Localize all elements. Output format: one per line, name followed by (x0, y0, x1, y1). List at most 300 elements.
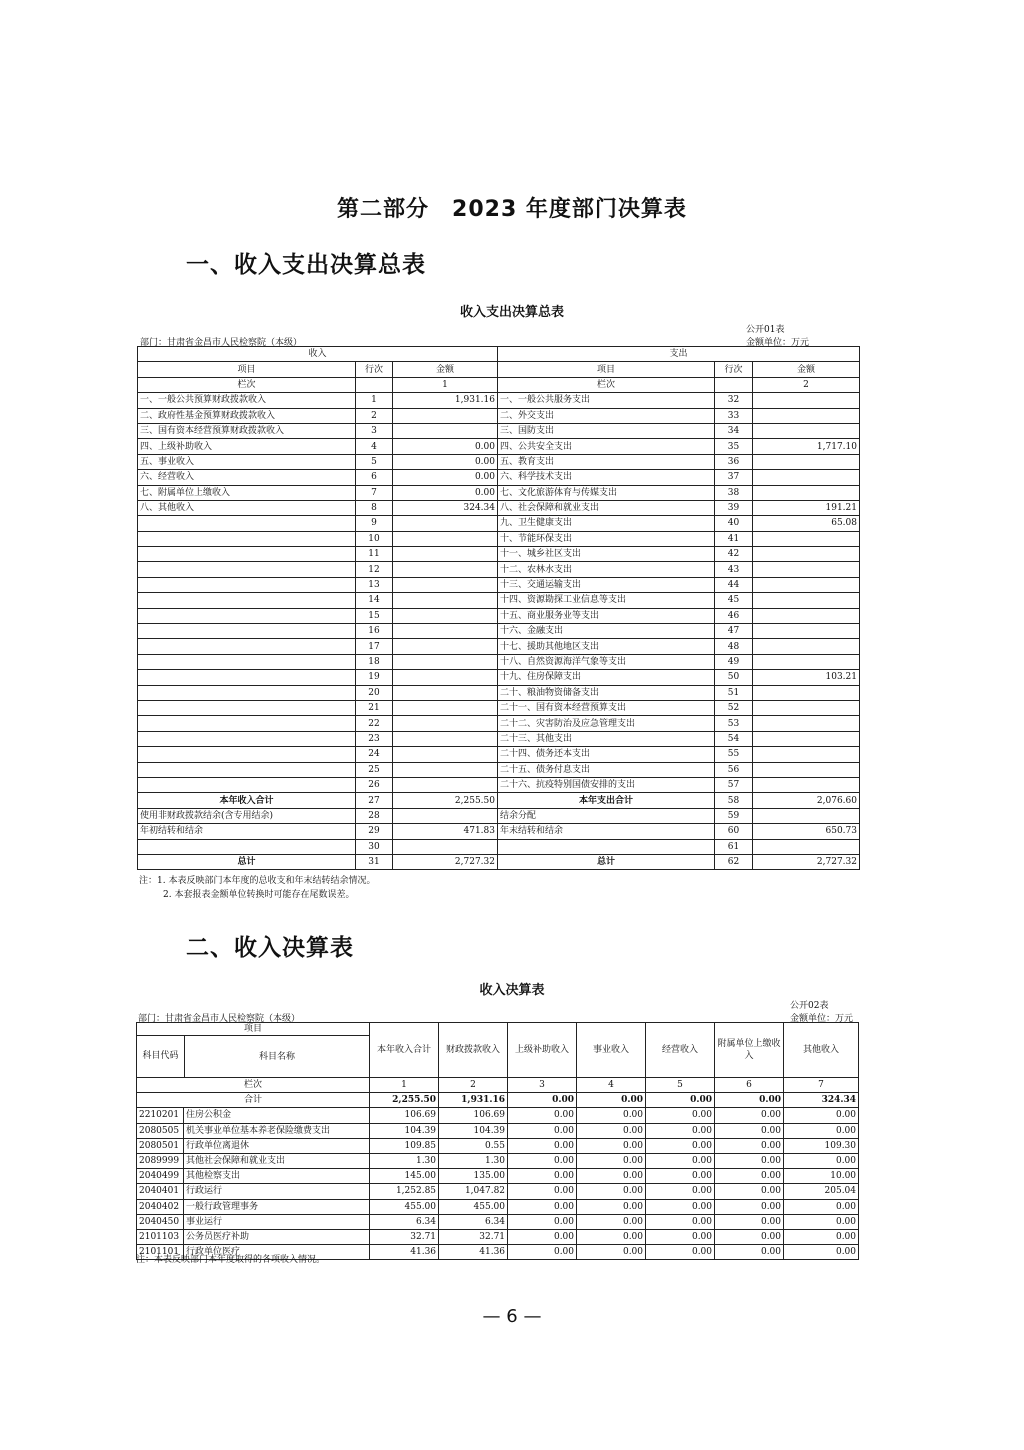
expense-item-label: 二十五、债务付息支出 (498, 762, 715, 777)
income-item-label: 八、其他收入 (138, 500, 356, 515)
expense-amount (753, 562, 860, 577)
expense-item-label: 十五、商业服务业等支出 (498, 608, 715, 623)
subject-code: 2040401 (137, 1184, 184, 1199)
amount-cell: 455.00 (370, 1199, 439, 1214)
table-row (138, 423, 860, 438)
expense-row-no: 47 (715, 624, 753, 639)
expense-row-no: 39 (715, 500, 753, 515)
income-item-label: 三、国有资本经营预算财政拨款收入 (138, 423, 356, 438)
income-amount (393, 762, 498, 777)
income-rowno-header: 行次 (356, 362, 393, 377)
table2-item-header-cell (137, 1023, 370, 1078)
table1-note1: 注：1. 本表反映部门本年度的总收支和年末结转结余情况。 (139, 876, 376, 886)
expense-row-no: 55 (715, 747, 753, 762)
amount-cell: 0.00 (715, 1184, 784, 1199)
amount-cell: 0.00 (577, 1153, 646, 1168)
subject-code: 2101101 (137, 1245, 184, 1260)
subject-name: 行政运行 (184, 1184, 370, 1199)
expense-amount (753, 777, 860, 792)
expense-amount (753, 700, 860, 715)
amount-cell: 106.69 (370, 1108, 439, 1123)
amount-cell: 0.00 (646, 1184, 715, 1199)
expense-item-label: 二十、粮油物资储备支出 (498, 685, 715, 700)
table-row (138, 639, 860, 654)
expense-amount (753, 454, 860, 469)
income-row-no: 19 (356, 670, 393, 685)
expense-item-label: 二十六、抗疫特别国债安排的支出 (498, 777, 715, 792)
income-row-no: 5 (356, 454, 393, 469)
part-title: 第二部分 2023 年度部门决算表 (337, 197, 687, 222)
table-row (138, 516, 860, 531)
amount-cell: 0.00 (508, 1245, 577, 1260)
amount-cell: 0.00 (646, 1153, 715, 1168)
table-row (138, 393, 860, 408)
income-item-label: 五、事业收入 (138, 454, 356, 469)
amount-cell: 0.00 (508, 1184, 577, 1199)
amount-cell: 10.00 (784, 1169, 859, 1184)
expense-item-label: 十四、资源勘探工业信息等支出 (498, 593, 715, 608)
col-fiscal-header: 财政拨款收入 (439, 1023, 508, 1078)
income-row-no: 28 (356, 808, 393, 823)
income-row-no: 6 (356, 470, 393, 485)
amount-cell: 6.34 (370, 1214, 439, 1229)
expense-row-no: 36 (715, 454, 753, 469)
table-row (138, 500, 860, 515)
amount-cell: 0.00 (577, 1214, 646, 1229)
income-amount: 0.00 (393, 470, 498, 485)
expense-item-label: 三、国防支出 (498, 423, 715, 438)
income-amount (393, 747, 498, 762)
table2-col-no-7: 7 (784, 1078, 859, 1093)
total-row (137, 1093, 859, 1108)
table1-column-index (138, 377, 860, 392)
table-row (138, 839, 860, 854)
expense-item-label: 十九、住房保障支出 (498, 670, 715, 685)
income-item-label: 七、附属单位上缴收入 (138, 485, 356, 500)
table2-header (137, 1023, 859, 1078)
table2-col-no-3: 3 (508, 1078, 577, 1093)
income-amount (393, 639, 498, 654)
expense-column-label: 栏次 (498, 377, 715, 392)
amount-cell: 0.00 (784, 1108, 859, 1123)
table-row (138, 824, 860, 839)
subject-code: 2080505 (137, 1123, 184, 1138)
income-item-label (138, 685, 356, 700)
amount-cell: 109.30 (784, 1138, 859, 1153)
amount-cell: 0.00 (715, 1229, 784, 1244)
income-item-label: 年初结转和结余 (138, 824, 356, 839)
expense-row-no: 52 (715, 700, 753, 715)
expense-row-no: 40 (715, 516, 753, 531)
table-row (138, 670, 860, 685)
expense-row-no: 53 (715, 716, 753, 731)
expense-item-label: 九、卫生健康支出 (498, 516, 715, 531)
amount-cell: 0.00 (715, 1123, 784, 1138)
table2-form-no: 公开02表 (790, 1001, 829, 1011)
expense-amount (753, 762, 860, 777)
income-item-label (138, 608, 356, 623)
amount-cell: 0.00 (508, 1123, 577, 1138)
table-row (138, 562, 860, 577)
amount-cell: 109.85 (370, 1138, 439, 1153)
amount-cell: 0.00 (577, 1138, 646, 1153)
expense-amount (753, 547, 860, 562)
income-amount (393, 654, 498, 669)
income-amount (393, 547, 498, 562)
income-amount (393, 685, 498, 700)
expense-item-label: 十二、农林水支出 (498, 562, 715, 577)
expense-amount: 2,727.32 (753, 854, 860, 869)
expense-item-label: 十、节能环保支出 (498, 531, 715, 546)
col-superior-subsidy-header: 上级补助收入 (508, 1023, 577, 1078)
amount-cell: 0.00 (646, 1108, 715, 1123)
table2-note: 注：本表反映部门本年度取得的各项收入情况。 (136, 1255, 326, 1265)
expense-amount: 2,076.60 (753, 793, 860, 808)
income-item-label (138, 624, 356, 639)
expense-header: 支出 (498, 347, 860, 362)
amount-cell: 0.00 (646, 1138, 715, 1153)
table1-dept: 部门：甘肃省金昌市人民检察院（本级） (140, 338, 303, 348)
expense-amount: 1,717.10 (753, 439, 860, 454)
income-item-label (138, 577, 356, 592)
table-row (137, 1108, 859, 1123)
expense-amount (753, 531, 860, 546)
table-row (138, 777, 860, 792)
expense-item-label (498, 839, 715, 854)
amount-cell: 0.00 (508, 1138, 577, 1153)
income-row-no: 14 (356, 593, 393, 608)
income-row-no: 10 (356, 531, 393, 546)
income-amount (393, 777, 498, 792)
amount-cell: 0.00 (508, 1153, 577, 1168)
income-amount (393, 577, 498, 592)
amount-cell: 0.00 (715, 1153, 784, 1168)
expense-row-no: 60 (715, 824, 753, 839)
table-row (138, 608, 860, 623)
income-amount: 2,255.50 (393, 793, 498, 808)
subject-name: 其他检察支出 (184, 1169, 370, 1184)
income-amount: 324.34 (393, 500, 498, 515)
expense-item-label: 二十二、灾害防治及应急管理支出 (498, 716, 715, 731)
subject-name: 事业运行 (184, 1214, 370, 1229)
subject-code: 2040402 (137, 1199, 184, 1214)
total-value: 2,255.50 (370, 1093, 439, 1108)
income-row-no: 25 (356, 762, 393, 777)
table-row (137, 1184, 859, 1199)
subject-code: 2040450 (137, 1214, 184, 1229)
amount-cell: 32.71 (439, 1229, 508, 1244)
income-header: 收入 (138, 347, 498, 362)
income-amount: 0.00 (393, 439, 498, 454)
expense-row-no: 34 (715, 423, 753, 438)
income-row-no: 1 (356, 393, 393, 408)
table-row (138, 808, 860, 823)
expense-row-no: 61 (715, 839, 753, 854)
expense-item-label: 七、文化旅游体育与传媒支出 (498, 485, 715, 500)
table-row (137, 1199, 859, 1214)
table2-col-no-2: 2 (439, 1078, 508, 1093)
total-label: 合计 (137, 1093, 370, 1108)
expense-item-label: 二十一、国有资本经营预算支出 (498, 700, 715, 715)
table2-col-no-1: 1 (370, 1078, 439, 1093)
table-row (138, 439, 860, 454)
expense-amount (753, 593, 860, 608)
expense-row-no: 62 (715, 854, 753, 869)
subject-code: 2040499 (137, 1169, 184, 1184)
expense-row-no: 46 (715, 608, 753, 623)
table2-unit: 金额单位：万元 (790, 1014, 854, 1024)
table-row (138, 485, 860, 500)
expense-row-no: 56 (715, 762, 753, 777)
expense-item-header: 项目 (498, 362, 715, 377)
amount-cell: 0.00 (508, 1214, 577, 1229)
table2-column-label: 栏次 (137, 1078, 370, 1093)
expense-item-label: 五、教育支出 (498, 454, 715, 469)
col-total-income-header: 本年收入合计 (370, 1023, 439, 1078)
table1-note2: 2. 本套报表金额单位转换时可能存在尾数误差。 (163, 890, 355, 900)
income-amount (393, 608, 498, 623)
amount-cell: 0.00 (646, 1245, 715, 1260)
income-item-label: 一、一般公共预算财政拨款收入 (138, 393, 356, 408)
amount-cell: 1,252.85 (370, 1184, 439, 1199)
expense-item-label: 结余分配 (498, 808, 715, 823)
income-item-label (138, 562, 356, 577)
expense-row-no: 54 (715, 731, 753, 746)
amount-cell: 0.00 (715, 1245, 784, 1260)
expense-item-label: 十六、金融支出 (498, 624, 715, 639)
total-value: 0.00 (646, 1093, 715, 1108)
table-row (138, 470, 860, 485)
table-row (137, 1229, 859, 1244)
income-final-accounts-table (136, 1022, 859, 1260)
expense-item-label: 二、外交支出 (498, 408, 715, 423)
col-business-income-header: 事业收入 (577, 1023, 646, 1078)
income-row-no: 12 (356, 562, 393, 577)
amount-cell: 0.00 (508, 1229, 577, 1244)
amount-cell: 0.00 (577, 1199, 646, 1214)
expense-row-no: 37 (715, 470, 753, 485)
expense-amount (753, 423, 860, 438)
expense-row-no: 33 (715, 408, 753, 423)
income-row-no: 24 (356, 747, 393, 762)
income-item-label (138, 639, 356, 654)
subject-code: 2101103 (137, 1229, 184, 1244)
amount-cell: 0.00 (646, 1199, 715, 1214)
income-item-label (138, 670, 356, 685)
table-row (138, 454, 860, 469)
expense-item-label: 十七、援助其他地区支出 (498, 639, 715, 654)
amount-cell: 0.55 (439, 1138, 508, 1153)
amount-cell: 135.00 (439, 1169, 508, 1184)
amount-cell: 0.00 (715, 1214, 784, 1229)
amount-cell: 0.00 (784, 1123, 859, 1138)
amount-cell: 0.00 (646, 1169, 715, 1184)
subject-name: 公务员医疗补助 (184, 1229, 370, 1244)
income-row-no: 21 (356, 700, 393, 715)
table2-col-no-6: 6 (715, 1078, 784, 1093)
income-amount-header: 金额 (393, 362, 498, 377)
table2-dept: 部门：甘肃省金昌市人民检察院（本级） (138, 1014, 301, 1024)
expense-item-label: 十一、城乡社区支出 (498, 547, 715, 562)
table-row (138, 716, 860, 731)
income-row-no: 17 (356, 639, 393, 654)
income-row-no: 11 (356, 547, 393, 562)
table-row (138, 408, 860, 423)
expense-amount: 191.21 (753, 500, 860, 515)
table-row (137, 1138, 859, 1153)
expense-amount (753, 577, 860, 592)
amount-cell: 1.30 (370, 1153, 439, 1168)
income-amount: 0.00 (393, 454, 498, 469)
expense-column-no: 2 (753, 377, 860, 392)
subtotal-row (138, 793, 860, 808)
expense-row-no: 35 (715, 439, 753, 454)
table-row (137, 1214, 859, 1229)
income-row-no: 7 (356, 485, 393, 500)
income-row-no: 16 (356, 624, 393, 639)
page-number: — 6 — (482, 1306, 542, 1327)
income-row-no: 18 (356, 654, 393, 669)
expense-item-label: 年末结转和结余 (498, 824, 715, 839)
table-row (138, 700, 860, 715)
income-item-label (138, 516, 356, 531)
income-item-label (138, 777, 356, 792)
income-row-no: 4 (356, 439, 393, 454)
income-amount (393, 731, 498, 746)
total-value: 0.00 (715, 1093, 784, 1108)
income-amount (393, 531, 498, 546)
expense-item-label: 六、科学技术支出 (498, 470, 715, 485)
table2-column-index (137, 1078, 859, 1093)
amount-cell: 0.00 (784, 1214, 859, 1229)
amount-cell: 0.00 (577, 1229, 646, 1244)
income-amount (393, 593, 498, 608)
expense-amount (753, 485, 860, 500)
expense-amount (753, 808, 860, 823)
subject-name: 机关事业单位基本养老保险缴费支出 (184, 1123, 370, 1138)
income-row-no: 23 (356, 731, 393, 746)
amount-cell: 455.00 (439, 1199, 508, 1214)
income-item-label (138, 839, 356, 854)
expense-row-no: 49 (715, 654, 753, 669)
amount-cell: 0.00 (577, 1123, 646, 1138)
total-value: 324.34 (784, 1093, 859, 1108)
section2-heading: 二、收入决算表 (186, 935, 354, 961)
income-row-no: 30 (356, 839, 393, 854)
income-item-label (138, 716, 356, 731)
col-affiliated-header: 附属单位上缴收入 (715, 1023, 784, 1078)
amount-cell: 0.00 (784, 1245, 859, 1260)
expense-row-no: 43 (715, 562, 753, 577)
expense-item-label: 十八、自然资源海洋气象等支出 (498, 654, 715, 669)
expense-amount (753, 747, 860, 762)
expense-amount-header: 金额 (753, 362, 860, 377)
subject-name: 住房公积金 (184, 1108, 370, 1123)
amount-cell: 0.00 (715, 1108, 784, 1123)
expense-amount: 650.73 (753, 824, 860, 839)
expense-item-label: 一、一般公共服务支出 (498, 393, 715, 408)
income-item-header: 项目 (138, 362, 356, 377)
amount-cell: 0.00 (715, 1169, 784, 1184)
income-amount: 0.00 (393, 485, 498, 500)
income-item-label (138, 700, 356, 715)
amount-cell: 106.69 (439, 1108, 508, 1123)
expense-item-label: 本年支出合计 (498, 793, 715, 808)
subject-code: 2089999 (137, 1153, 184, 1168)
amount-cell: 104.39 (370, 1123, 439, 1138)
income-amount: 2,727.32 (393, 854, 498, 869)
table-row (137, 1123, 859, 1138)
subject-code: 2210201 (137, 1108, 184, 1123)
total-value: 0.00 (508, 1093, 577, 1108)
income-row-no: 27 (356, 793, 393, 808)
amount-cell: 0.00 (784, 1153, 859, 1168)
table-row (137, 1153, 859, 1168)
amount-cell: 0.00 (577, 1245, 646, 1260)
income-item-label: 二、政府性基金预算财政拨款收入 (138, 408, 356, 423)
total-value: 0.00 (577, 1093, 646, 1108)
expense-amount (753, 839, 860, 854)
amount-cell: 41.36 (370, 1245, 439, 1260)
total-row (138, 854, 860, 869)
income-amount (393, 700, 498, 715)
amount-cell: 145.00 (370, 1169, 439, 1184)
table-row (138, 762, 860, 777)
income-row-no: 3 (356, 423, 393, 438)
amount-cell: 1.30 (439, 1153, 508, 1168)
amount-cell: 0.00 (715, 1138, 784, 1153)
expense-amount (753, 470, 860, 485)
amount-cell: 0.00 (577, 1108, 646, 1123)
table1-header-cols (138, 362, 860, 377)
amount-cell: 6.34 (439, 1214, 508, 1229)
col-other-income-header: 其他收入 (784, 1023, 859, 1078)
table1-unit: 金额单位：万元 (746, 338, 810, 348)
total-value: 1,931.16 (439, 1093, 508, 1108)
expense-amount (753, 639, 860, 654)
income-item-label: 使用非财政拨款结余(含专用结余) (138, 808, 356, 823)
expense-row-no: 44 (715, 577, 753, 592)
table1-header-group (138, 347, 860, 362)
amount-cell: 0.00 (577, 1184, 646, 1199)
table-row (137, 1169, 859, 1184)
subject-name: 一般行政管理事务 (184, 1199, 370, 1214)
table-row (138, 577, 860, 592)
amount-cell: 0.00 (646, 1214, 715, 1229)
amount-cell: 104.39 (439, 1123, 508, 1138)
expense-amount (753, 608, 860, 623)
expense-row-no: 58 (715, 793, 753, 808)
expense-row-no: 45 (715, 593, 753, 608)
table2-item-header: 项目 (137, 1023, 369, 1036)
amount-cell: 0.00 (646, 1229, 715, 1244)
income-item-label (138, 762, 356, 777)
expense-item-label: 八、社会保障和就业支出 (498, 500, 715, 515)
subject-name: 行政单位离退休 (184, 1138, 370, 1153)
expense-amount (753, 654, 860, 669)
col-operating-income-header: 经营收入 (646, 1023, 715, 1078)
amount-cell: 0.00 (508, 1199, 577, 1214)
income-expense-summary-table (137, 346, 860, 870)
expense-row-no: 32 (715, 393, 753, 408)
amount-cell: 0.00 (715, 1199, 784, 1214)
expense-item-label: 十三、交通运输支出 (498, 577, 715, 592)
table-row (138, 654, 860, 669)
expense-amount (753, 731, 860, 746)
income-amount (393, 423, 498, 438)
income-column-no: 1 (393, 377, 498, 392)
income-item-label (138, 654, 356, 669)
